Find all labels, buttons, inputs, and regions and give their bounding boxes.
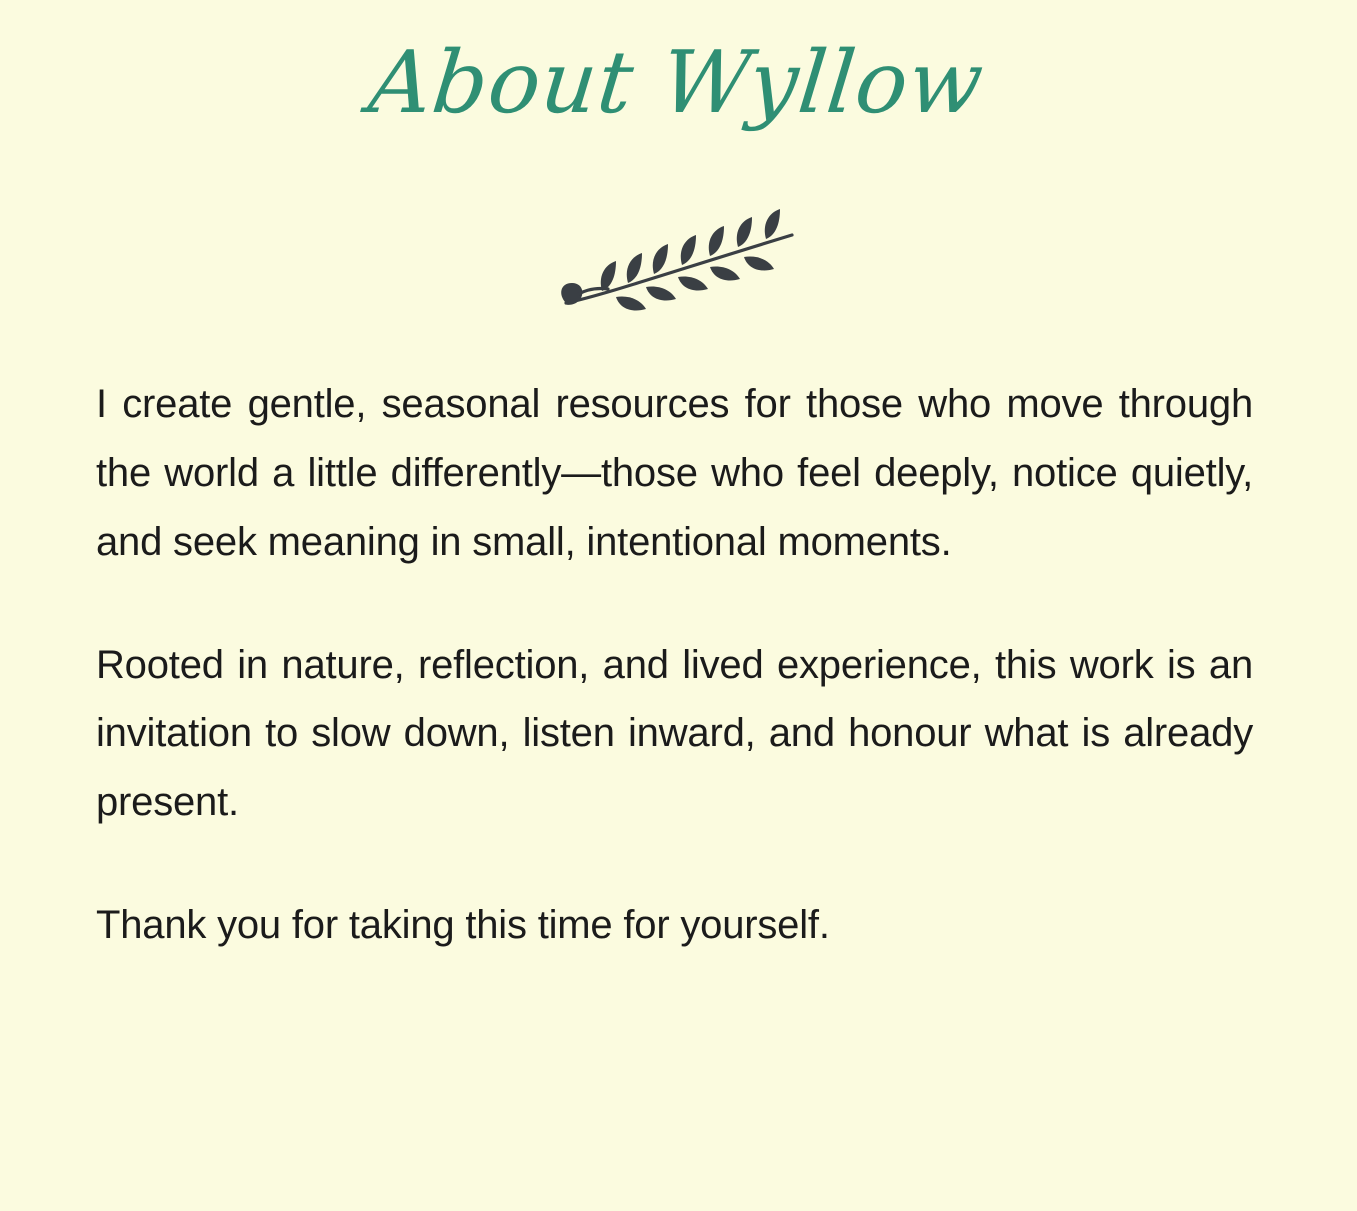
page-title: About Wyllow bbox=[364, 33, 989, 133]
leaf-branch-ornament bbox=[0, 194, 1357, 324]
about-body bbox=[0, 324, 1357, 960]
paragraph-1: I create gentle, seasonal resources for those who move through the world a little differently—those who feel deeply, notice quietly, and seek meaning in small, intentional moments. bbox=[96, 382, 1253, 564]
paragraph-3: Thank you for taking this time for yourself. bbox=[96, 903, 830, 948]
paragraph-2: Rooted in nature, reflection, and lived experience, this work is an invitation to slow down, listen inward, and honour what is already present. bbox=[96, 642, 1253, 825]
